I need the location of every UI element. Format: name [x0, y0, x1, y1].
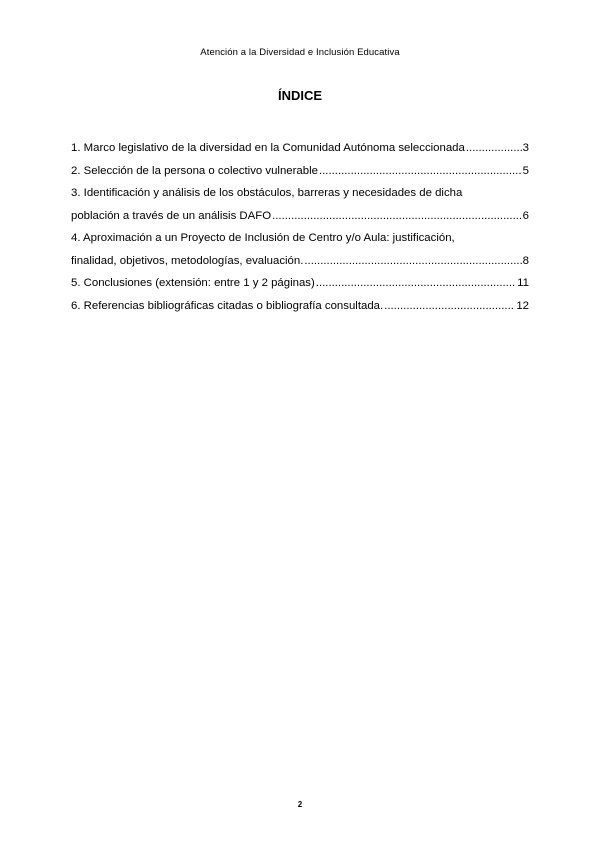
toc-entry-6[interactable]: [71, 295, 529, 318]
toc-entry-text: 5. Conclusiones (extensión: entre 1 y 2 páginas): [71, 277, 315, 289]
page-title: ÍNDICE: [277, 88, 323, 103]
toc-leader-dots: [272, 205, 522, 228]
toc-leader-dots: [466, 137, 522, 160]
toc-page-number: 11: [517, 277, 529, 289]
toc-entry-text: 1. Marco legislativo de la diversidad en la Comunidad Autónoma seleccionada: [71, 142, 465, 154]
toc-entry-4[interactable]: [71, 227, 529, 272]
toc-entry-text-line1: 4. Aproximación a un Proyecto de Inclusión de Centro y/o Aula: justificación,: [71, 232, 455, 244]
page-number: 2: [297, 800, 303, 809]
running-header: Atención a la Diversidad e Inclusión Educativa: [200, 47, 400, 58]
toc-page-number: 6: [522, 209, 529, 222]
toc-leader-dots: [319, 160, 522, 183]
toc-entry-text: 2. Selección de la persona o colectivo vulnerable: [71, 164, 318, 177]
toc-entry-text: población a través de un análisis DAFO: [71, 209, 272, 222]
toc-leader-dots: [384, 295, 515, 318]
toc-entry-1[interactable]: [71, 137, 529, 160]
toc-leader-dots: [316, 272, 516, 295]
toc-leader-dots: [304, 250, 521, 273]
toc-entry-text: finalidad, objetivos, metodologías, evaluación.: [71, 254, 304, 267]
toc-entry-5[interactable]: [71, 272, 529, 295]
table-of-contents: [71, 137, 529, 317]
toc-page-number: 5: [522, 164, 529, 177]
toc-page-number: 3: [522, 142, 529, 154]
toc-page-number: 8: [522, 254, 529, 267]
toc-page-number: 12: [516, 299, 529, 312]
toc-entry-3[interactable]: [71, 182, 529, 227]
toc-entry-text: 6. Referencias bibliográficas citadas o bibliografía consultada.: [71, 299, 384, 312]
toc-entry-text-line1: 3. Identificación y análisis de los obstáculos, barreras y necesidades de dicha: [71, 187, 463, 199]
toc-entry-2[interactable]: [71, 160, 529, 183]
